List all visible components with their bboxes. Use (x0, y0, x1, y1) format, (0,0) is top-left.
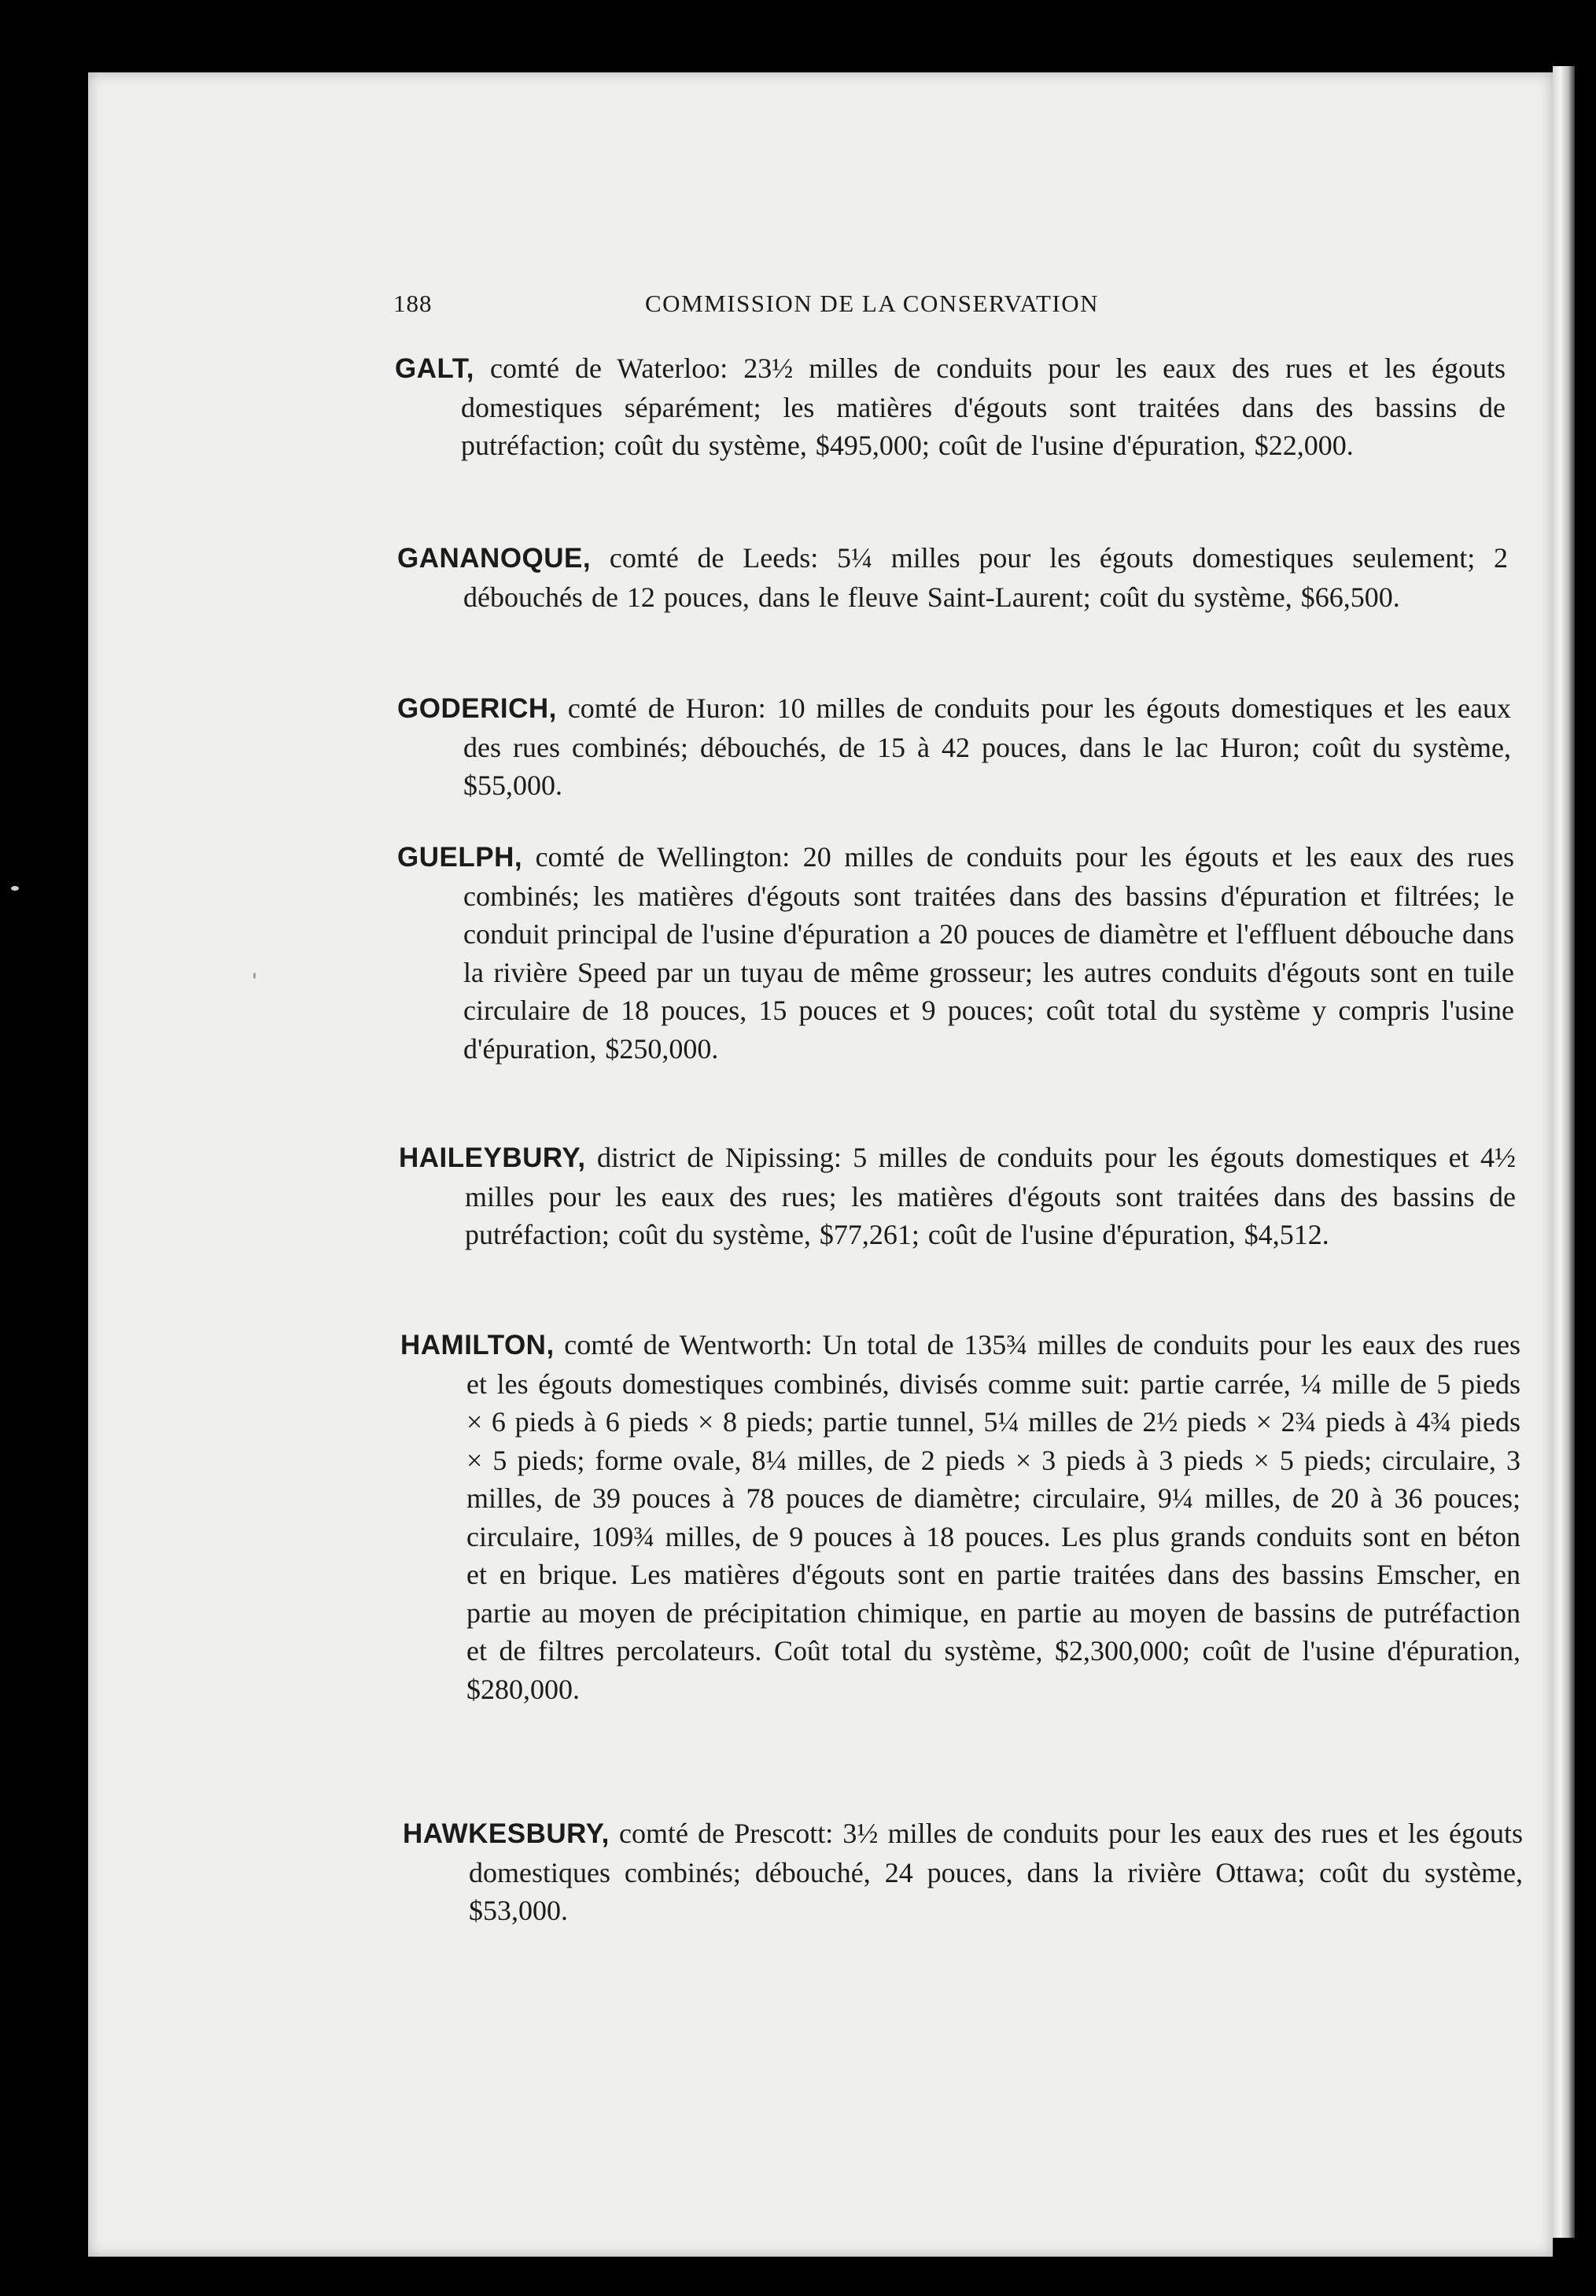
entry-text: comté de Wellington: 20 milles de conduits pour les égouts et les eaux des rues combinés; les matières d'égouts sont traitées dans des bassins d'épuration et filtrées; le conduit principal de l'usine d'épuration a 20 pouces de diamètre et l'effluent débouche dans la rivière Speed par un tuyau de même grosseur; les autres conduits d'égouts sont en tuile circulaire de 18 pouces, 15 pouces et 9 pouces; coût total du système y compris l'usine d'épuration, $250,000. (463, 841, 1514, 1065)
entry-text: district de Nipissing: 5 milles de conduits pour les égouts domestiques et 4½ milles pour les eaux des rues; les matières d'égouts sont traitées dans des bassins de putréfaction; coût du système, $77,261; coût de l'usine d'épuration, $4,512. (465, 1142, 1516, 1250)
entry-text: comté de Prescott: 3½ milles de conduits pour les eaux des rues et les égouts domestiques combinés; débouché, 24 pouces, dans la rivière Ottawa; coût du système, $53,000. (469, 1818, 1523, 1926)
entry-name: HAMILTON, (400, 1330, 555, 1360)
entry-hamilton (400, 1326, 1520, 1708)
entry-text: comté de Wentworth: Un total de 135¾ milles de conduits pour les eaux des rues et les égouts domestiques combinés, divisés comme suit: partie carrée, ¼ mille de 5 pieds × 6 pieds à 6 pieds × 8 pieds; partie tunnel, 5¼ milles de 2½ pieds × 2¾ pieds à 4¾ pieds × 5 pieds; forme ovale, 8¼ milles, de 2 pieds × 3 pieds à 3 pieds × 5 pieds; circulaire, 3 milles, de 39 pouces à 78 pouces de diamètre; circulaire, 9¼ milles, de 20 à 36 pouces; circulaire, 109¾ milles, de 9 pouces à 18 pouces. Les plus grands conduits sont en béton et en brique. Les matières d'égouts sont en partie traitées dans des bassins Emscher, en partie au moyen de précipitation chimique, en partie au moyen de bassins de putréfaction et de filtres percolateurs. Coût total du système, $2,300,000; coût de l'usine d'épuration, $280,000. (466, 1329, 1520, 1705)
entry-galt (395, 349, 1506, 465)
entry-hawkesbury (403, 1814, 1523, 1930)
entry-name: HAWKESBURY, (403, 1818, 610, 1849)
entry-text: comté de Leeds: 5¼ milles pour les égouts domestiques seulement; 2 débouchés de 12 pouces, dans le fleuve Saint-Laurent; coût du système, $66,500. (463, 542, 1508, 613)
entry-name: GODERICH, (397, 693, 557, 724)
scan-speck (11, 886, 19, 891)
entry-name: HAILEYBURY, (399, 1142, 586, 1173)
entry-gananoque (397, 539, 1508, 616)
running-title: COMMISSION DE LA CONSERVATION (645, 290, 1099, 317)
entry-text: comté de Huron: 10 milles de conduits pour les égouts domestiques et les eaux des rues combinés; débouchés, de 15 à 42 pouces, dans le lac Huron; coût du système, $55,000. (463, 692, 1511, 801)
entry-name: GUELPH, (397, 842, 523, 873)
entry-goderich (397, 689, 1511, 805)
entry-name: GALT, (395, 353, 475, 384)
page-number: 188 (393, 290, 433, 317)
scan-speck (253, 973, 256, 979)
entry-text: comté de Waterloo: 23½ milles de conduits pour les eaux des rues et les égouts domestiques séparément; les matières d'égouts sont traitées dans des bassins de putréfaction; coût du système, $495,000; coût de l'usine d'épuration, $22,000. (461, 353, 1506, 461)
entry-haileybury (399, 1139, 1516, 1254)
entry-guelph (397, 838, 1514, 1068)
entry-name: GANANOQUE, (397, 543, 592, 574)
page-edge (1553, 66, 1575, 2238)
